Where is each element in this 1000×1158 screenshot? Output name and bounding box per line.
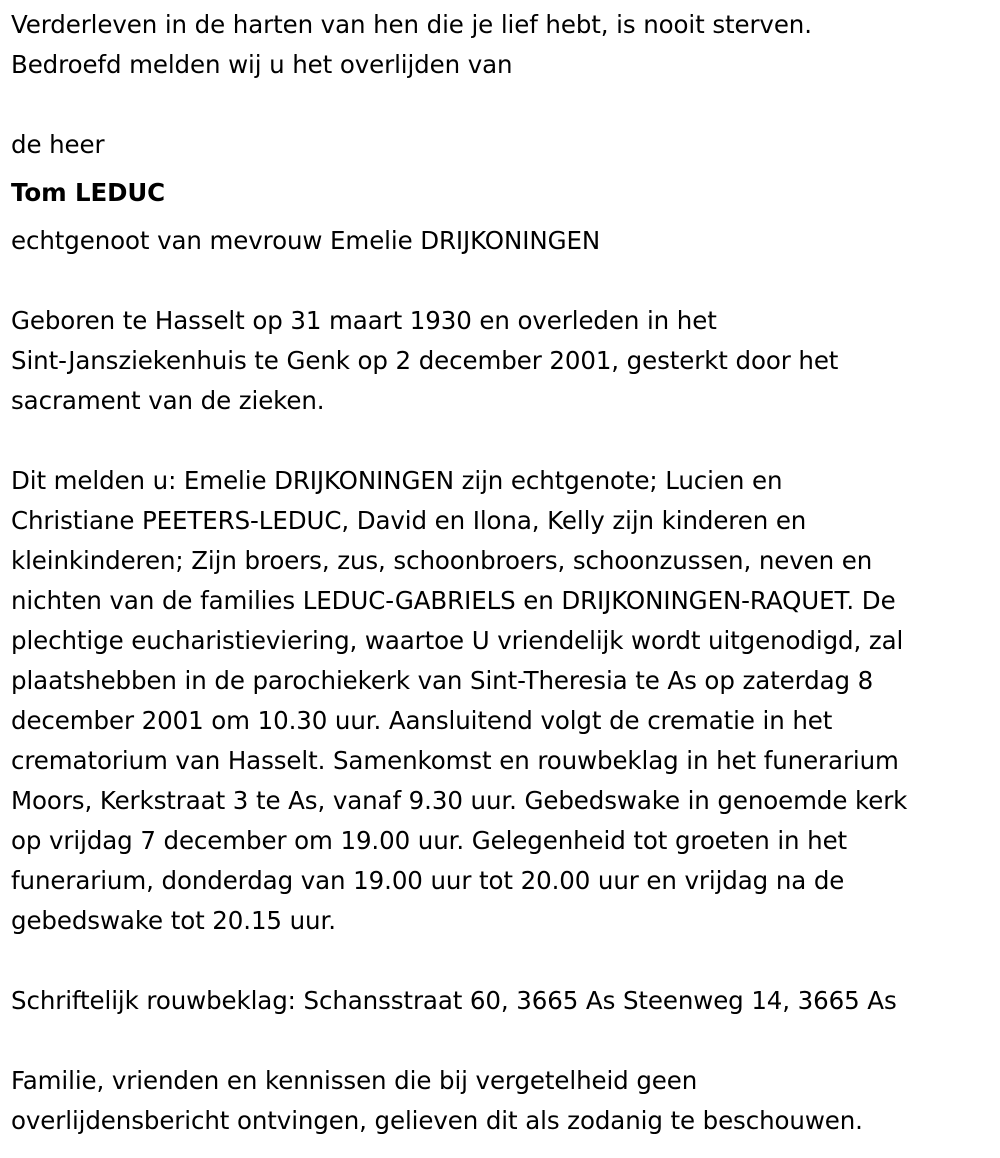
announcement-line: nichten van de families LEDUC-GABRIELS en DRIJKONINGEN-RAQUET. De (11, 586, 896, 615)
announcement-line: gebedswake tot 20.15 uur. (11, 906, 336, 935)
intro-announcement: Bedroefd melden wij u het overlijden van (11, 50, 513, 79)
announcement-line: funerarium, donderdag van 19.00 uur tot 20.00 uur en vrijdag na de (11, 866, 845, 895)
announcement-line: Moors, Kerkstraat 3 te As, vanaf 9.30 uur. Gebedswake in genoemde kerk (11, 786, 908, 815)
honorific: de heer (11, 130, 105, 159)
announcement-line: op vrijdag 7 december om 19.00 uur. Gelegenheid tot groeten in het (11, 826, 848, 855)
announcement-line: plaatshebben in de parochiekerk van Sint-Theresia te As op zaterdag 8 (11, 666, 874, 695)
birth-death-line: Sint-Jansziekenhuis te Genk op 2 december 2001, gesterkt door het (11, 346, 839, 375)
announcement-line: kleinkinderen; Zijn broers, zus, schoonbroers, schoonzussen, neven en (11, 546, 873, 575)
closing-line: Familie, vrienden en kennissen die bij vergetelheid geen (11, 1066, 698, 1095)
announcement-line: december 2001 om 10.30 uur. Aansluitend volgt de crematie in het (11, 706, 833, 735)
announcement-line: Christiane PEETERS-LEDUC, David en Ilona, Kelly zijn kinderen en (11, 506, 807, 535)
announcement-line: Dit melden u: Emelie DRIJKONINGEN zijn echtgenote; Lucien en (11, 466, 783, 495)
birth-death-line: sacrament van de zieken. (11, 386, 325, 415)
announcement-line: crematorium van Hasselt. Samenkomst en rouwbeklag in het funerarium (11, 746, 899, 775)
spouse-line: echtgenoot van mevrouw Emelie DRIJKONINGEN (11, 226, 601, 255)
announcement-line: plechtige eucharistieviering, waartoe U vriendelijk wordt uitgenodigd, zal (11, 626, 904, 655)
closing-line: overlijdensbericht ontvingen, gelieven dit als zodanig te beschouwen. (11, 1106, 863, 1135)
deceased-name: Tom LEDUC (11, 178, 166, 207)
condolence-addresses: Schriftelijk rouwbeklag: Schansstraat 60, 3665 As Steenweg 14, 3665 As (11, 986, 897, 1015)
intro-quote: Verderleven in de harten van hen die je lief hebt, is nooit sterven. (11, 10, 812, 39)
birth-death-line: Geboren te Hasselt op 31 maart 1930 en overleden in het (11, 306, 717, 335)
